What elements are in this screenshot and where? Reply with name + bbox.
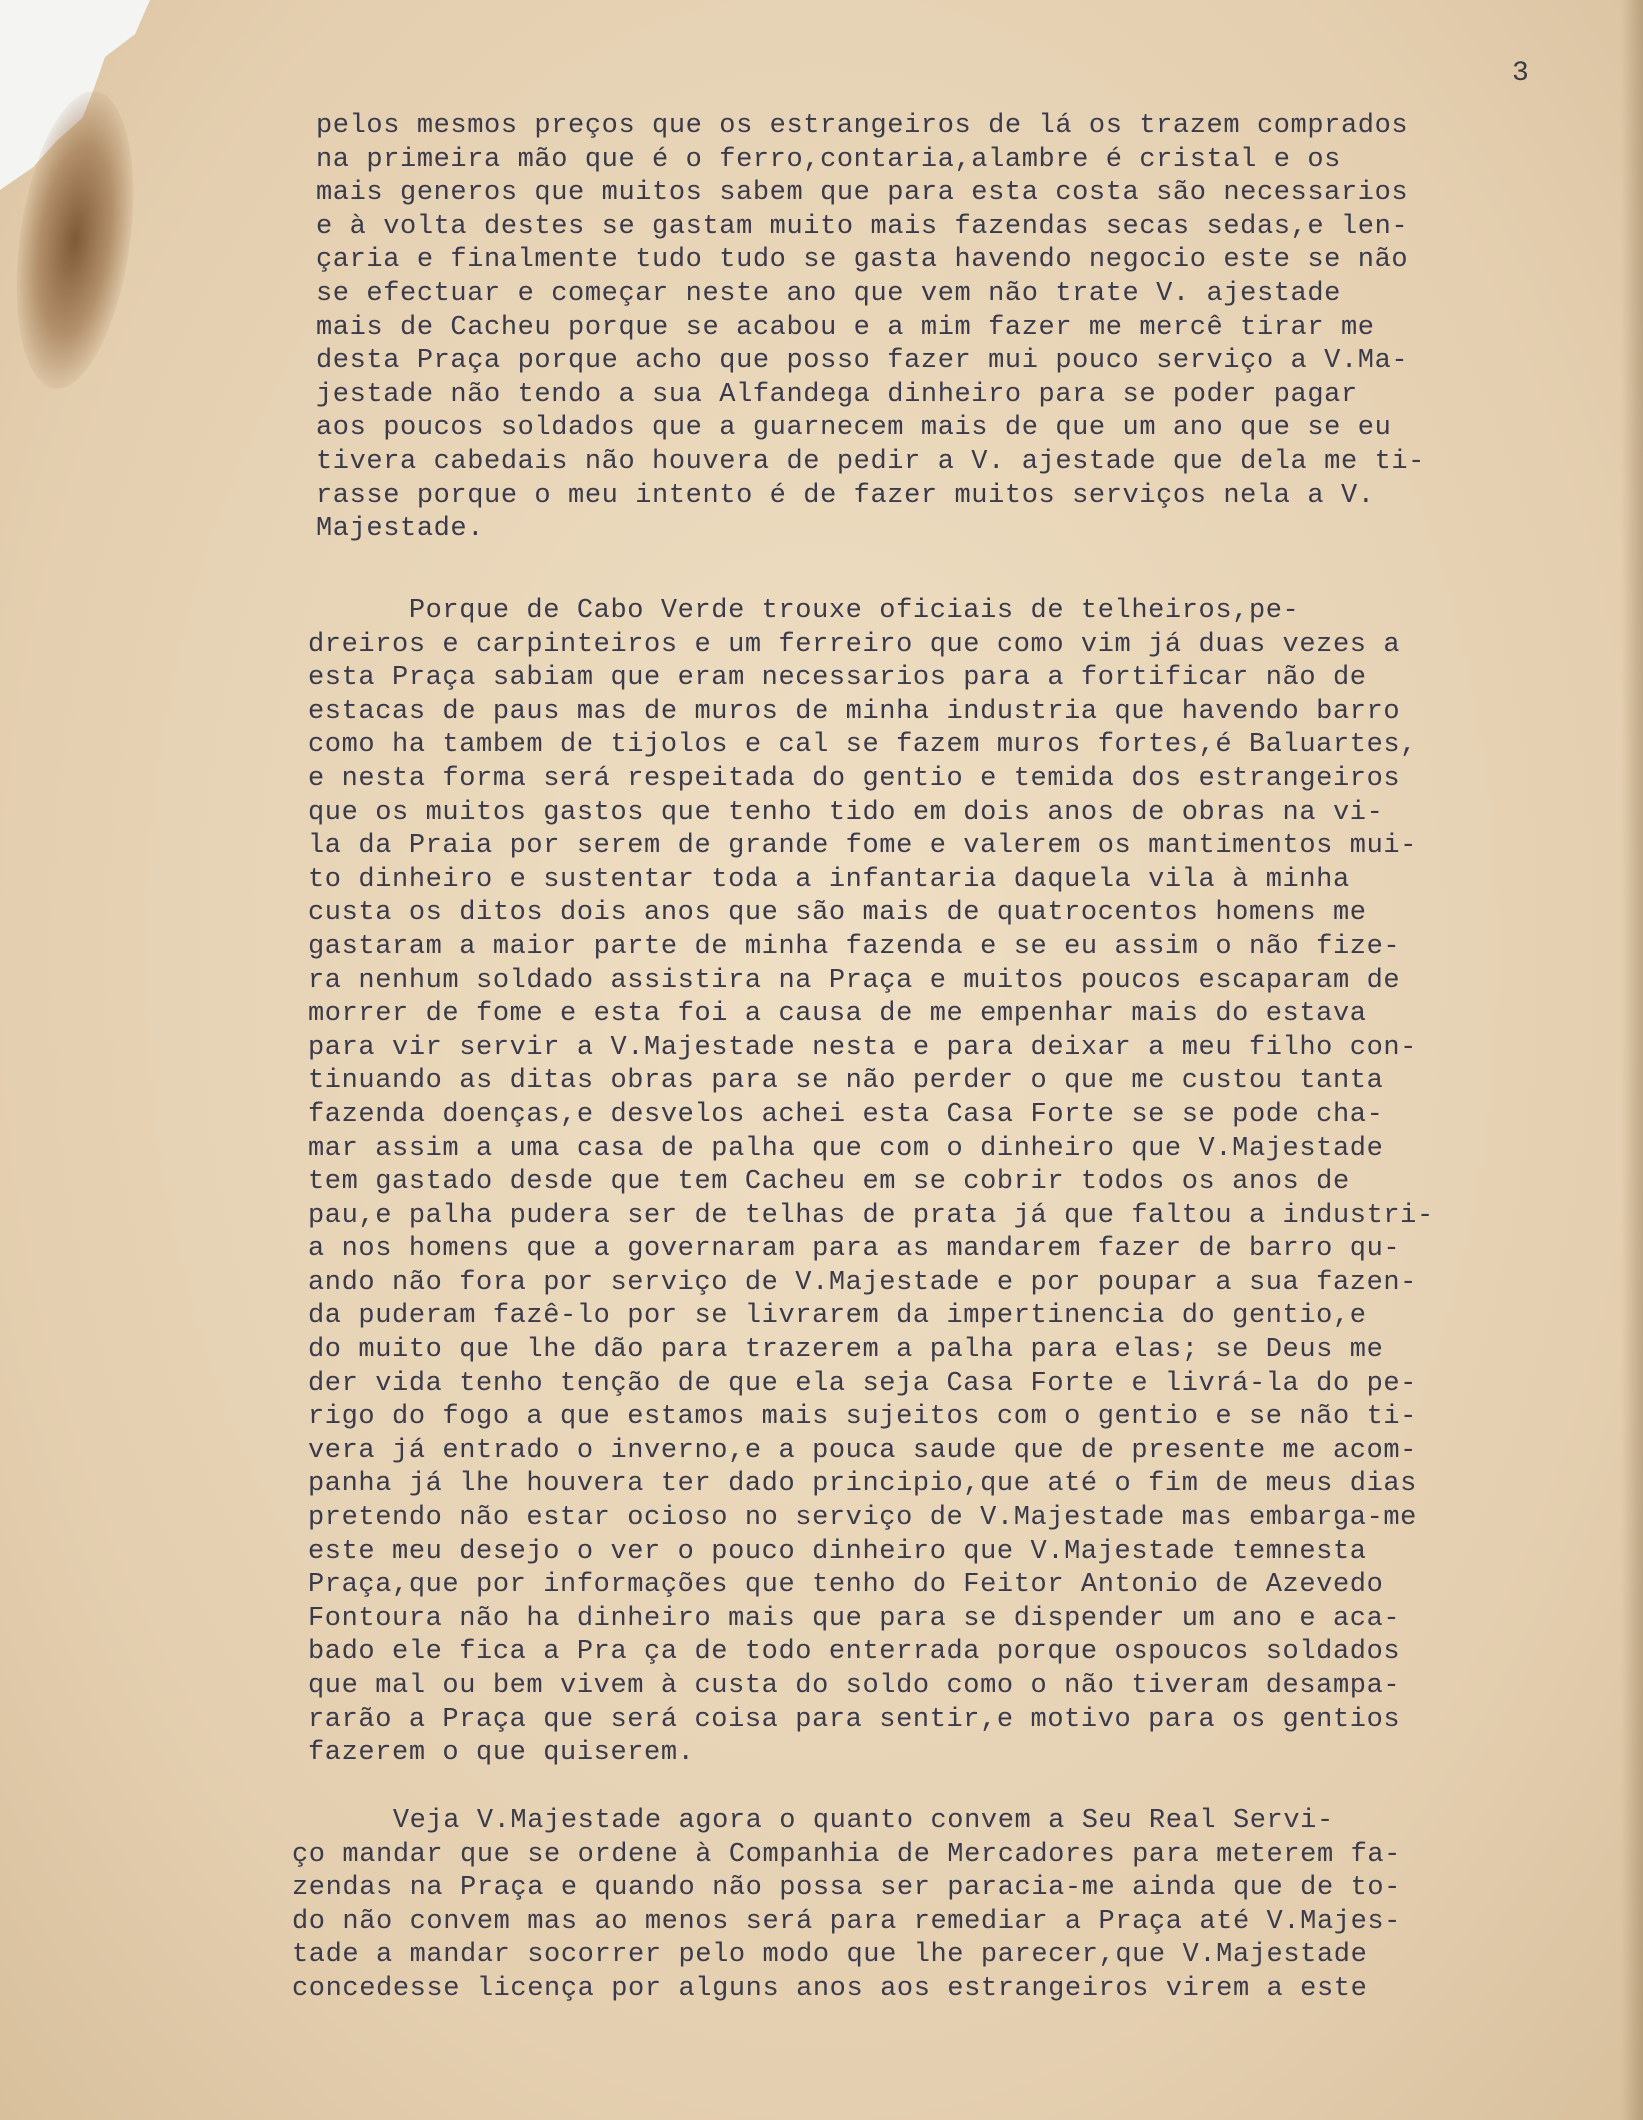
text-line: Veja V.Majestade agora o quanto convem a Seu Real Servi- — [292, 1806, 1334, 1836]
text-line: ra nenhum soldado assistira na Praça e muitos poucos escaparam de — [308, 965, 1401, 996]
text-line: do muito que lhe dão para trazerem a palha para elas; se Deus me — [308, 1335, 1384, 1366]
text-line: desta Praça porque acho que posso fazer mui pouco serviço a V.Ma- — [316, 346, 1409, 377]
text-line: ando não fora por serviço de V.Majestade e por poupar a sua fazen- — [308, 1267, 1417, 1298]
text-line: dreiros e carpinteiros e um ferreiro que como vim já duas vezes a — [308, 629, 1401, 660]
text-line: na primeira mão que é o ferro,contaria,alambre é cristal e os — [316, 144, 1341, 175]
text-line: esta Praça sabiam que eram necessarios para a fortificar não de — [308, 663, 1367, 694]
text-line: panha já lhe houvera ter dado principio,que até o fim de meus dias — [308, 1469, 1417, 1500]
text-line: zendas na Praça e quando não possa ser paracia-me ainda que de to- — [292, 1873, 1401, 1904]
text-line: tem gastado desde que tem Cacheu em se cobrir todos os anos de — [308, 1167, 1350, 1198]
text-line: Praça,que por informações que tenho do Feitor Antonio de Azevedo — [308, 1570, 1384, 1601]
text-line: e à volta destes se gastam muito mais fazendas secas sedas,e len- — [316, 211, 1409, 242]
text-line: Fontoura não ha dinheiro mais que para se dispender um ano e aca- — [308, 1603, 1401, 1634]
paragraph-3 — [292, 1805, 1612, 2007]
page-number: 3 — [1512, 58, 1529, 89]
text-line: tade a mandar socorrer pelo modo que lhe parecer,que V.Majestade — [292, 1940, 1368, 1971]
text-line: rigo do fogo a que estamos mais sujeitos com o gentio e se não ti- — [308, 1402, 1417, 1433]
text-line: mais generos que muitos sabem que para esta costa são necessarios — [316, 178, 1409, 209]
text-line: fazerem o que quiserem. — [308, 1738, 695, 1769]
text-line: que mal ou bem vivem à custa do soldo como o não tiveram desampa- — [308, 1671, 1401, 1701]
text-line: vera já entrado o inverno,e a pouca saude que de presente me acom- — [308, 1435, 1417, 1466]
text-line: este meu desejo o ver o pouco dinheiro que V.Majestade temnesta — [308, 1536, 1367, 1567]
text-line: da puderam fazê-lo por se livrarem da impertinencia do gentio,e — [308, 1301, 1367, 1332]
text-line: morrer de fome e esta foi a causa de me empenhar mais do estava — [308, 999, 1367, 1030]
text-line: mar assim a uma casa de palha que com o dinheiro que V.Majestade — [308, 1133, 1384, 1164]
text-line: como ha tambem de tijolos e cal se fazem muros fortes,é Baluartes, — [308, 730, 1417, 761]
text-line: ço mandar que se ordene à Companhia de Mercadores para meterem fa- — [292, 1839, 1401, 1870]
text-line: do não convem mas ao menos será para remediar a Praça até V.Majes- — [292, 1906, 1401, 1937]
text-line: tinuando as ditas obras para se não perder o que me custou tanta — [308, 1066, 1384, 1097]
text-line: to dinheiro e sustentar toda a infantaria daquela vila à minha — [308, 864, 1350, 895]
text-line: tivera cabedais não houvera de pedir a V. ajestade que dela me ti- — [316, 446, 1425, 477]
text-line: estacas de paus mas de muros de minha industria que havendo barro — [308, 696, 1401, 727]
text-line: se efectuar e começar neste ano que vem não trate V. ajestade — [316, 278, 1341, 309]
text-line: mais de Cacheu porque se acabou e a mim fazer me mercê tirar me — [316, 312, 1375, 343]
text-line: que os muitos gastos que tenho tido em dois anos de obras na vi- — [308, 797, 1384, 828]
text-line: pelos mesmos preços que os estrangeiros de lá os trazem comprados — [316, 111, 1409, 141]
text-line: concedesse licença por alguns anos aos estrangeiros virem a este — [292, 1973, 1368, 2004]
text-line: rarão a Praça que será coisa para sentir,e motivo para os gentios — [308, 1704, 1401, 1735]
text-line: bado ele fica a Pra ça de todo enterrada porque ospoucos soldados — [308, 1637, 1401, 1668]
text-line: jestade não tendo a sua Alfandega dinheiro para se poder pagar — [316, 379, 1358, 410]
text-line: fazenda doenças,e desvelos achei esta Casa Forte se se pode cha- — [308, 1099, 1384, 1130]
text-line: der vida tenho tenção de que ela seja Casa Forte e livrá-la do pe- — [308, 1368, 1417, 1399]
text-line: Majestade. — [316, 514, 485, 545]
text-line: gastaram a maior parte de minha fazenda e se eu assim o não fize- — [308, 931, 1401, 962]
text-line: pretendo não estar ocioso no serviço de V.Majestade mas embarga-me — [308, 1503, 1417, 1534]
text-line: custa os ditos dois anos que são mais de quatrocentos homens me — [308, 898, 1367, 929]
text-line: la da Praia por serem de grande fome e valerem os mantimentos mui- — [308, 831, 1417, 862]
text-line: a nos homens que a governaram para as mandarem fazer de barro qu- — [308, 1234, 1401, 1265]
paragraph-1 — [316, 110, 1636, 547]
text-line: para vir servir a V.Majestade nesta e para deixar a meu filho con- — [308, 1032, 1417, 1063]
text-line: rasse porque o meu intento é de fazer muitos serviços nela a V. — [316, 480, 1375, 511]
text-line: pau,e palha pudera ser de telhas de prata já que faltou a industri- — [308, 1200, 1434, 1231]
text-line: Porque de Cabo Verde trouxe oficiais de telheiros,pe- — [308, 596, 1300, 626]
text-line: çaria e finalmente tudo tudo se gasta havendo negocio este se não — [316, 245, 1409, 276]
text-line: aos poucos soldados que a guarnecem mais de que um ano que se eu — [316, 413, 1392, 444]
paragraph-2 — [308, 595, 1628, 1771]
text-line: e nesta forma será respeitada do gentio e temida dos estrangeiros — [308, 763, 1401, 794]
